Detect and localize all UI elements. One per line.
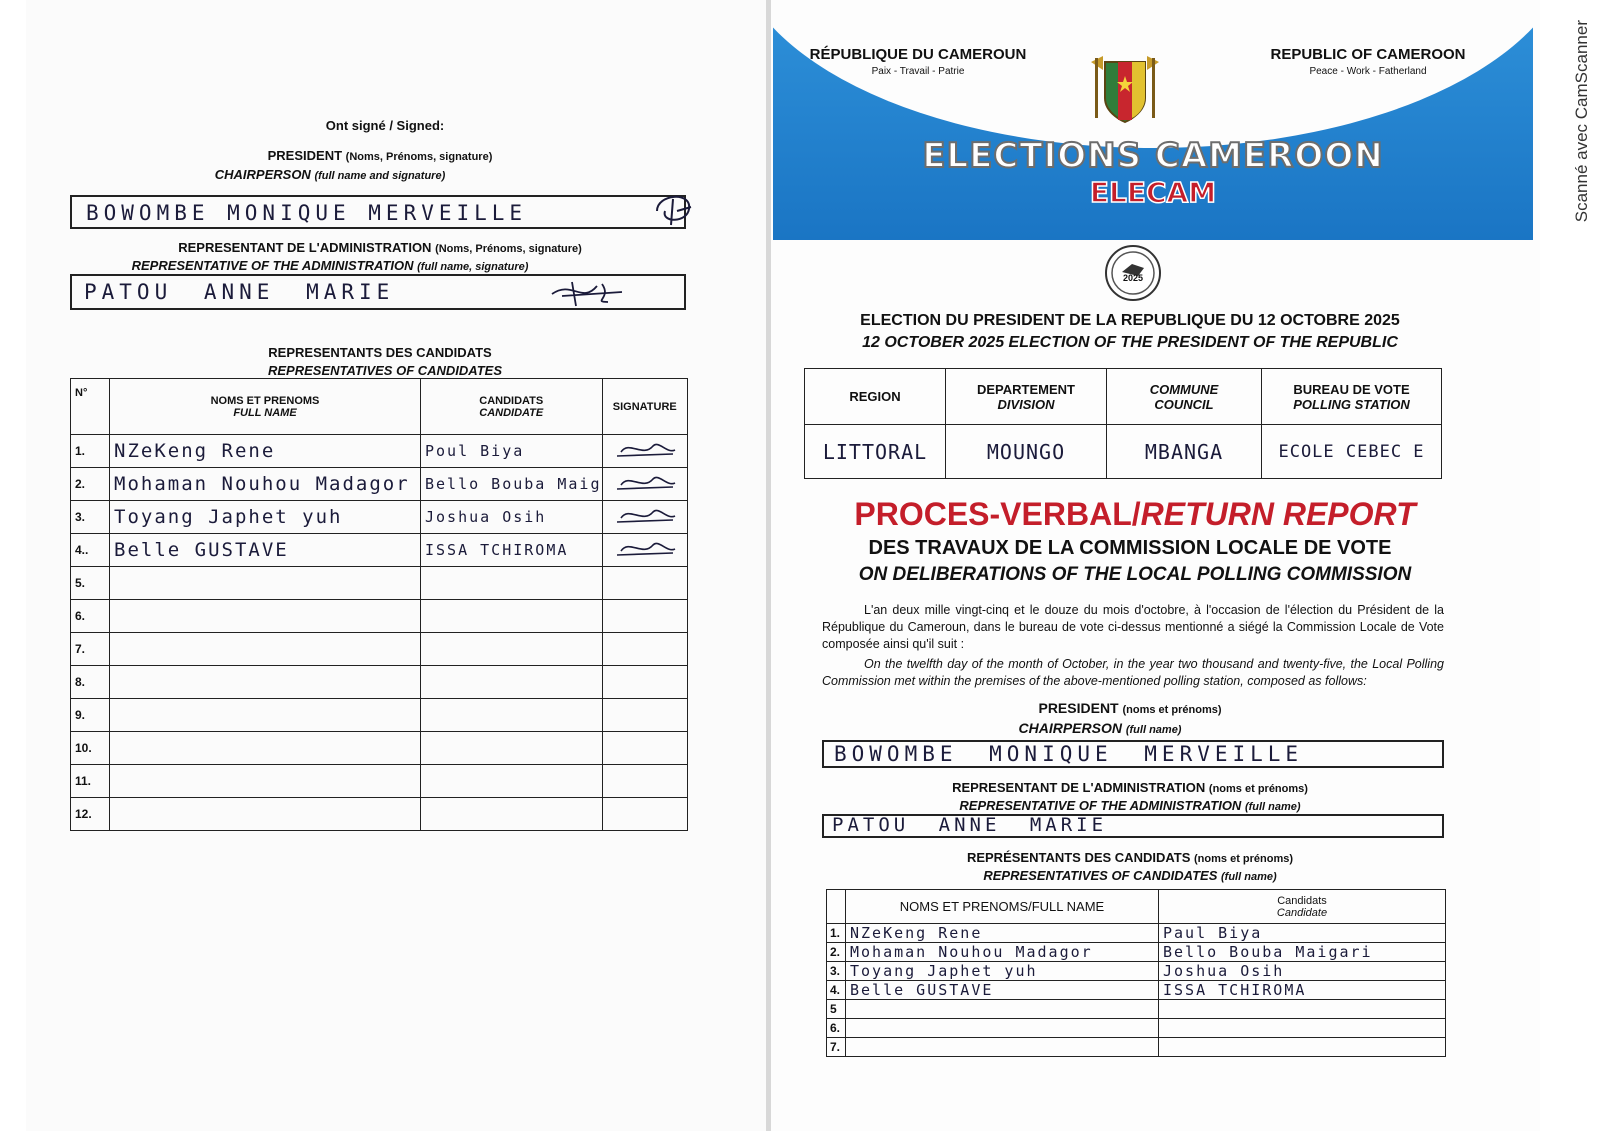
president-label-fr-sub: (Noms, Prénoms, signature) (345, 151, 493, 163)
row-number: 9. (71, 699, 110, 732)
col-name-en: FULL NAME (233, 406, 297, 419)
location-table (804, 368, 1442, 479)
r-cand-fr-sub: (noms et prénoms) (1194, 853, 1294, 865)
admin-label-en (80, 258, 580, 273)
right-table-body (827, 924, 1446, 1057)
row-candidate[interactable] (421, 567, 603, 600)
row-candidate[interactable] (421, 666, 603, 699)
admin-value: PATOU ANNE MARIE (84, 280, 395, 304)
row-signature[interactable] (602, 732, 688, 765)
h-bureau-en: POLLING STATION (1293, 396, 1410, 412)
h-dept (946, 369, 1107, 425)
col-sig: SIGNATURE (602, 379, 688, 435)
row-full-name[interactable] (110, 666, 421, 699)
handwritten-signature (603, 502, 683, 528)
table-row (71, 798, 688, 831)
table-row (71, 765, 688, 798)
president-label-en-sub: (full name and signature) (314, 170, 446, 182)
row-candidate[interactable]: Joshua Osih (1159, 962, 1446, 981)
scanner-watermark: Scanné avec CamScanner (1572, 20, 1591, 223)
table-row (827, 981, 1446, 1000)
col-cand (421, 379, 603, 435)
row-candidate[interactable] (1159, 1038, 1446, 1057)
region-value[interactable]: LITTORAL (805, 425, 946, 479)
motto-fr: Paix - Travail - Patrie (871, 66, 965, 77)
admin-label-fr (120, 240, 640, 255)
admin-label-en-sub: (full name, signature) (417, 261, 529, 273)
table-row (827, 1019, 1446, 1038)
h-bureau-fr: BUREAU DE VOTE (1293, 381, 1410, 397)
row-signature[interactable] (602, 765, 688, 798)
row-signature[interactable] (602, 501, 688, 534)
republic-en: REPUBLIC OF CAMEROON (1270, 46, 1466, 63)
r-admin-fr-sub: (noms et prénoms) (1208, 783, 1308, 795)
org-short: ELECAM (1089, 176, 1217, 209)
r-cand-en-main: REPRESENTATIVES OF CANDIDATES (983, 868, 1218, 883)
row-signature[interactable] (602, 468, 688, 501)
table-row (827, 1000, 1446, 1019)
table-row (71, 534, 688, 567)
row-signature[interactable] (602, 633, 688, 666)
left-table-header (71, 379, 688, 435)
president-label-en (120, 167, 540, 182)
row-candidate[interactable]: ISSA TCHIROMA (421, 534, 603, 567)
table-row (827, 962, 1446, 981)
row-full-name[interactable] (110, 765, 421, 798)
booklet-spine (766, 0, 771, 1131)
row-number: 5 (827, 1000, 846, 1019)
row-candidate[interactable] (421, 600, 603, 633)
seal-year: 2025 (1122, 273, 1144, 283)
row-full-name[interactable] (846, 1019, 1159, 1038)
row-full-name[interactable]: NZeKeng Rene (846, 924, 1159, 943)
report-sub-fr: DES TRAVAUX DE LA COMMISSION LOCALE DE VOTE (868, 537, 1392, 559)
row-full-name[interactable]: Toyang Japhet yuh (110, 501, 421, 534)
row-number: 6. (71, 600, 110, 633)
row-candidate[interactable]: Bello Bouba Maigari (1159, 943, 1446, 962)
h-commune (1107, 369, 1262, 425)
r-president-fr-sub: (noms et prénoms) (1122, 704, 1222, 716)
row-signature[interactable] (602, 567, 688, 600)
row-full-name[interactable]: Mohaman Nouhou Madagor (110, 468, 421, 501)
row-signature[interactable] (602, 666, 688, 699)
row-number: 8. (71, 666, 110, 699)
col-cand-fr: CANDIDATS (479, 394, 544, 407)
location-header (805, 369, 1442, 425)
bureau-value[interactable]: ECOLE CEBEC E (1262, 425, 1442, 479)
left-table-body (71, 435, 688, 831)
row-full-name[interactable] (110, 699, 421, 732)
row-signature[interactable] (602, 798, 688, 831)
cand-heading-en: REPRESENTATIVES OF CANDIDATES (267, 363, 503, 378)
president-signature (647, 189, 707, 233)
president-value: BOWOMBE MONIQUE MERVEILLE (86, 201, 528, 225)
row-signature[interactable] (602, 600, 688, 633)
row-signature[interactable] (602, 435, 688, 468)
r-admin-en-sub: (full name) (1244, 801, 1301, 813)
r-president-en (930, 720, 1270, 736)
table-row (827, 1038, 1446, 1057)
republic-fr: RÉPUBLIQUE DU CAMEROUN (809, 46, 1027, 63)
r-admin-field[interactable] (822, 814, 1444, 838)
row-number: 1. (827, 924, 846, 943)
r-president-fr (930, 700, 1330, 716)
motto-en: Peace - Work - Fatherland (1309, 66, 1427, 77)
row-full-name[interactable] (110, 732, 421, 765)
h-commune-en: COUNCIL (1154, 396, 1214, 412)
r-cand-fr-main: REPRÉSENTANTS DES CANDIDATS (966, 850, 1191, 865)
row-number: 7. (827, 1038, 846, 1057)
r-col-no (827, 890, 846, 924)
row-number: 6. (827, 1019, 846, 1038)
row-candidate[interactable] (421, 798, 603, 831)
col-no: N° (71, 379, 110, 435)
table-row (71, 501, 688, 534)
handwritten-signature (603, 469, 683, 495)
election-en: 12 OCTOBER 2025 ELECTION OF THE PRESIDENT OF THE REPUBLIC (862, 334, 1398, 351)
row-candidate[interactable]: Joshua Osih (421, 501, 603, 534)
row-number: 2. (71, 468, 110, 501)
r-president-en-main: CHAIRPERSON (1018, 720, 1122, 736)
r-president-fr-main: PRESIDENT (1038, 700, 1119, 716)
election-fr: ELECTION DU PRESIDENT DE LA REPUBLIQUE DU 12 OCTOBRE 2025 (860, 312, 1400, 329)
table-row (71, 567, 688, 600)
row-full-name[interactable]: Belle GUSTAVE (110, 534, 421, 567)
handwritten-signature (603, 535, 683, 561)
admin-label-en-main: REPRESENTATIVE OF THE ADMINISTRATION (131, 258, 414, 273)
admin-signature (542, 276, 632, 308)
row-candidate[interactable]: ISSA TCHIROMA (1159, 981, 1446, 1000)
row-full-name[interactable] (846, 1038, 1159, 1057)
table-row (827, 943, 1446, 962)
row-full-name[interactable] (110, 633, 421, 666)
cand-heading-fr: REPRESENTANTS DES CANDIDATS (268, 345, 492, 360)
table-row (71, 600, 688, 633)
table-row (71, 699, 688, 732)
para-en: On the twelfth day of the month of October, in the year two thousand and twenty-five, the Local Polling Commission met within the premises of the above-mentioned polling station, composed as follows: (822, 657, 1444, 688)
r-admin-en (880, 798, 1380, 813)
row-full-name[interactable] (846, 1000, 1159, 1019)
table-row (71, 732, 688, 765)
row-full-name[interactable]: Toyang Japhet yuh (846, 962, 1159, 981)
signed-heading: Ont signé / Signed: (325, 118, 445, 133)
president-field[interactable] (70, 195, 686, 229)
col-name (110, 379, 421, 435)
r-admin-fr (880, 780, 1380, 795)
row-full-name[interactable] (110, 798, 421, 831)
r-admin-en-main: REPRESENTATIVE OF THE ADMINISTRATION (959, 798, 1242, 813)
row-number: 4. (827, 981, 846, 1000)
h-bureau (1262, 369, 1442, 425)
org-title: ELECTIONS CAMEROON (922, 136, 1384, 176)
row-candidate[interactable] (1159, 1000, 1446, 1019)
report-title-fr: PROCES-VERBAL/ (854, 496, 1141, 532)
row-number: 2. (827, 943, 846, 962)
row-number: 1. (71, 435, 110, 468)
r-cand-fr (880, 850, 1380, 865)
r-col-cand (1159, 890, 1446, 924)
row-number: 5. (71, 567, 110, 600)
right-candidates-table (826, 889, 1446, 1057)
president-label-fr-main: PRESIDENT (267, 148, 343, 163)
row-candidate[interactable] (1159, 1019, 1446, 1038)
row-number: 10. (71, 732, 110, 765)
report-title (800, 496, 1470, 533)
handwritten-signature (603, 436, 683, 462)
row-full-name[interactable]: Mohaman Nouhou Madagor (846, 943, 1159, 962)
row-candidate[interactable]: Paul Biya (1159, 924, 1446, 943)
r-col-cand-fr: Candidats (1277, 894, 1327, 907)
row-candidate[interactable]: Poul Biya (421, 435, 603, 468)
header-banner (773, 18, 1533, 240)
admin-field[interactable] (70, 274, 686, 310)
dept-value[interactable]: MOUNGO (946, 425, 1107, 479)
row-number: 7. (71, 633, 110, 666)
r-president-value: BOWOMBE MONIQUE MERVEILLE (834, 742, 1304, 766)
report-sub-en: ON DELIBERATIONS OF THE LOCAL POLLING COMMISSION (858, 564, 1412, 585)
row-candidate[interactable]: Bello Bouba Maig (421, 468, 603, 501)
row-full-name[interactable]: Belle GUSTAVE (846, 981, 1159, 1000)
row-candidate[interactable] (421, 732, 603, 765)
r-col-name: NOMS ET PRENOMS/FULL NAME (846, 890, 1159, 924)
row-candidate[interactable] (421, 633, 603, 666)
row-number: 3. (827, 962, 846, 981)
row-number: 3. (71, 501, 110, 534)
h-commune-fr: COMMUNE (1149, 381, 1219, 397)
row-signature[interactable] (602, 534, 688, 567)
right-table-header (827, 890, 1446, 924)
row-number: 11. (71, 765, 110, 798)
para-fr: L'an deux mille vingt-cinq et le douze du mois d'octobre, à l'occasion de l'élection du Président de la République du Cameroun, dans le bureau de vote ci-dessus mentionné a siégé la Commission Locale de Vote composée ainsi qu'il suit : (822, 603, 1444, 651)
table-row (71, 468, 688, 501)
h-dept-fr: DEPARTEMENT (977, 381, 1075, 397)
row-candidate[interactable] (421, 765, 603, 798)
col-cand-en: CANDIDATE (479, 406, 544, 419)
r-cand-en-sub: (full name) (1221, 871, 1277, 883)
row-number: 4.. (71, 534, 110, 567)
h-region: REGION (805, 369, 946, 425)
location-values (805, 425, 1442, 479)
row-full-name[interactable]: NZeKeng Rene (110, 435, 421, 468)
admin-label-fr-sub: (Noms, Prénoms, signature) (435, 243, 582, 255)
table-row (71, 666, 688, 699)
admin-label-fr-main: REPRESENTANT DE L'ADMINISTRATION (178, 240, 432, 255)
r-admin-fr-main: REPRESENTANT DE L'ADMINISTRATION (952, 780, 1206, 795)
row-signature[interactable] (602, 699, 688, 732)
table-row (71, 633, 688, 666)
r-admin-value: PATOU ANNE MARIE (832, 814, 1108, 836)
h-dept-en: DIVISION (997, 396, 1055, 412)
president-label-en-main: CHAIRPERSON (214, 167, 311, 182)
coat-of-arms-icon (1085, 48, 1165, 128)
report-title-en: RETURN REPORT (1140, 496, 1416, 532)
row-number: 12. (71, 798, 110, 831)
r-president-en-sub: (full name) (1125, 724, 1182, 736)
left-candidates-table (70, 378, 688, 831)
row-full-name[interactable] (110, 567, 421, 600)
commune-value[interactable]: MBANGA (1107, 425, 1262, 479)
table-row (827, 924, 1446, 943)
r-cand-en (880, 868, 1380, 883)
col-name-fr: NOMS ET PRENOMS (210, 394, 320, 407)
r-col-cand-en: Candidate (1276, 906, 1328, 919)
row-full-name[interactable] (110, 600, 421, 633)
president-label-fr (120, 148, 640, 163)
row-candidate[interactable] (421, 699, 603, 732)
table-row (71, 435, 688, 468)
r-president-field[interactable] (822, 740, 1444, 768)
